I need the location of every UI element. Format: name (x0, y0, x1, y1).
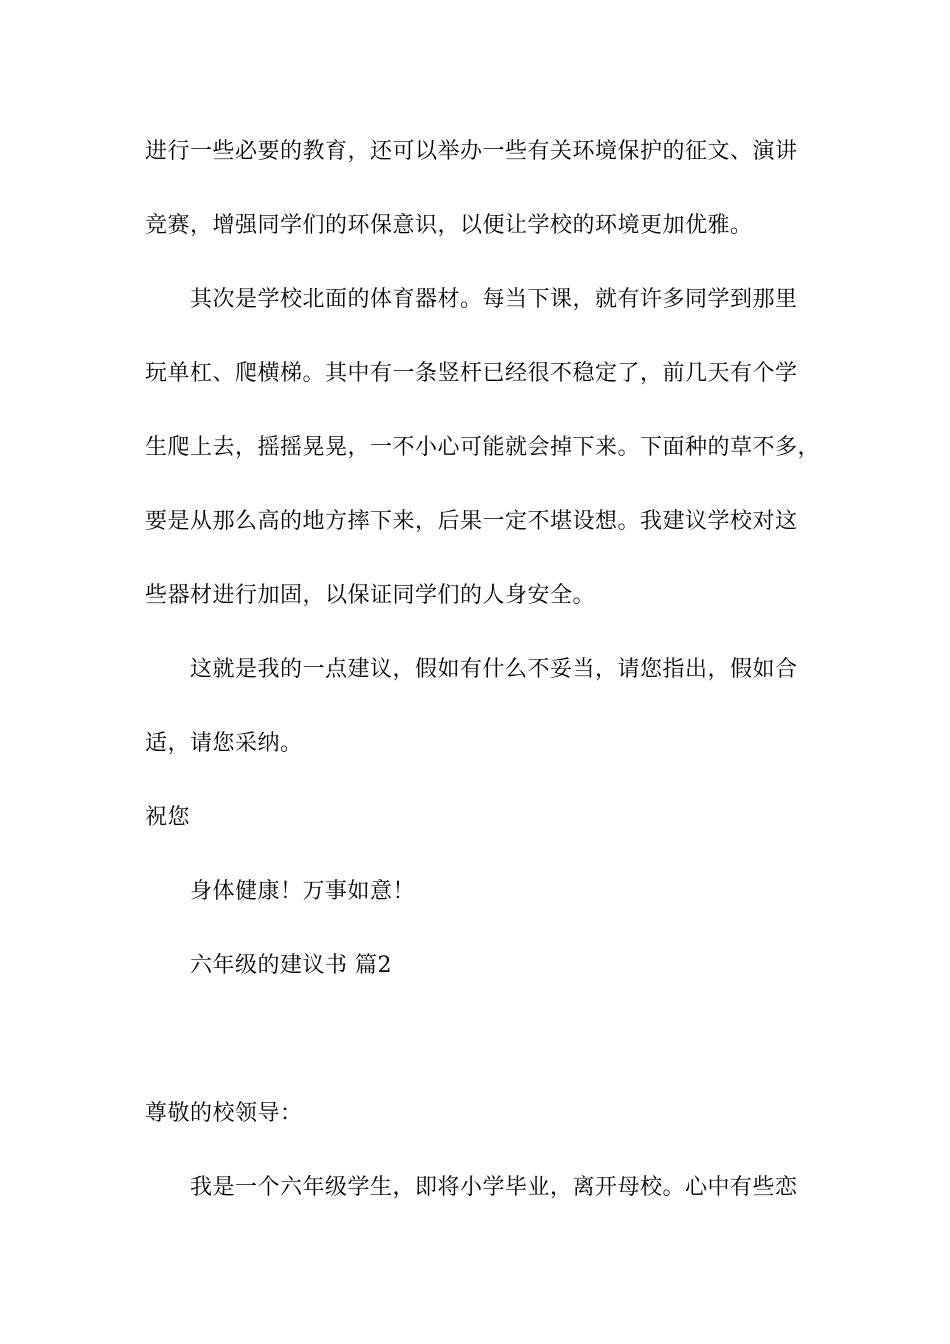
salutation-wish: 祝您 (145, 805, 191, 830)
salutation-blessing: 身体健康！万事如意！ (190, 879, 416, 904)
body-line-4: 玩单杠、爬横梯。其中有一条竖杆已经很不稳定了，前几天有个学 (145, 361, 798, 386)
paragraph-closing-start: 这就是我的一点建议，假如有什么不妥当，请您指出，假如合 (190, 657, 798, 682)
letter-greeting: 尊敬的校领导： (145, 1101, 303, 1126)
body-line-6: 要是从那么高的地方摔下来，后果一定不堪设想。我建议学校对这 (145, 509, 798, 534)
body-line-7: 些器材进行加固，以保证同学们的人身安全。 (145, 583, 596, 608)
body-line-1: 进行一些必要的教育，还可以举办一些有关环境保护的征文、演讲 (145, 139, 798, 164)
body-line-9: 适，请您采纳。 (145, 731, 303, 756)
body-line-5: 生爬上去，摇摇晃晃，一不小心可能就会掉下来。下面种的草不多， (145, 435, 821, 460)
body-line-2: 竞赛，增强同学们的环保意识，以便让学校的环境更加优雅。 (145, 213, 753, 238)
letter-body-start: 我是一个六年级学生，即将小学毕业，离开母校。心中有些恋 (190, 1175, 798, 1200)
section-heading: 六年级的建议书 篇2 (190, 953, 392, 978)
paragraph-equipment-start: 其次是学校北面的体育器材。每当下课，就有许多同学到那里 (190, 287, 798, 312)
